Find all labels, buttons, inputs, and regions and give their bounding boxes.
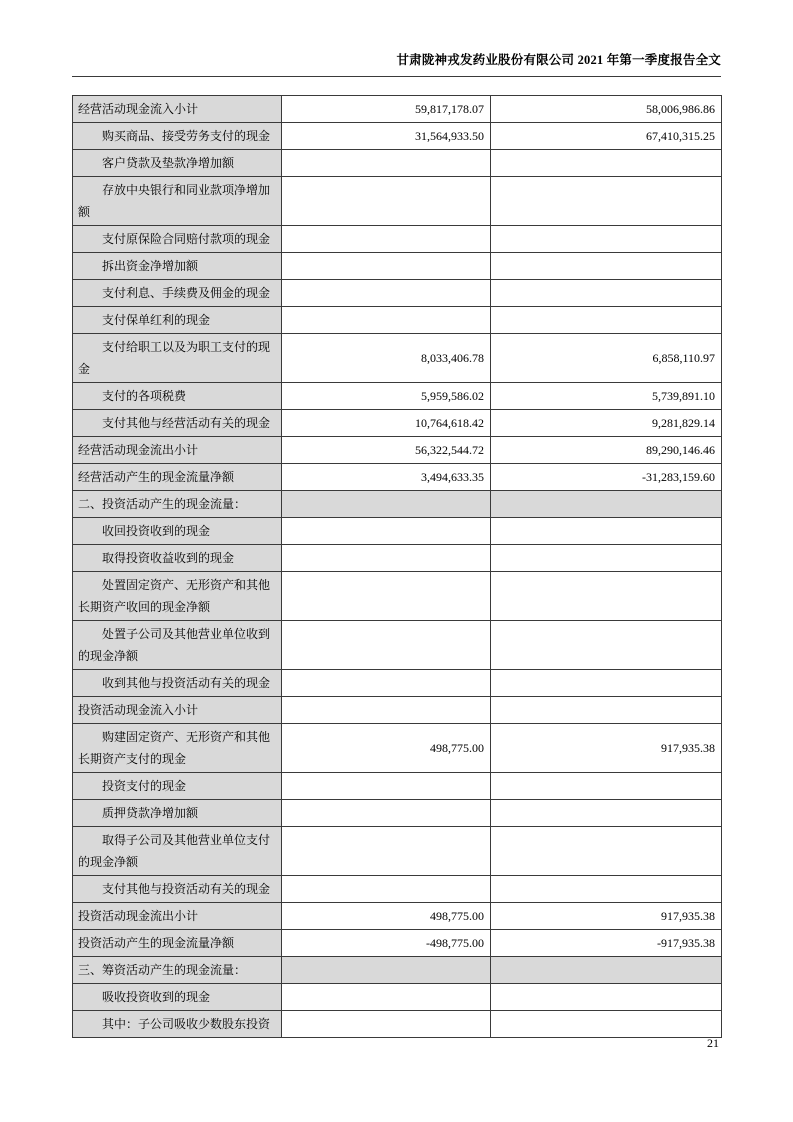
row-amount-2 [491, 572, 722, 621]
row-amount-2 [491, 177, 722, 226]
row-label: 经营活动产生的现金流量净额 [73, 464, 282, 491]
row-label: 质押贷款净增加额 [73, 800, 282, 827]
row-amount-1 [282, 984, 491, 1011]
table-row [73, 1011, 722, 1038]
row-amount-2: -31,283,159.60 [491, 464, 722, 491]
row-amount-1 [282, 773, 491, 800]
row-amount-1: 56,322,544.72 [282, 437, 491, 464]
row-amount-1: 59,817,178.07 [282, 96, 491, 123]
table-row [73, 307, 722, 334]
row-amount-2 [491, 876, 722, 903]
table-row [73, 572, 722, 621]
row-amount-2 [491, 697, 722, 724]
row-amount-1: 31,564,933.50 [282, 123, 491, 150]
row-amount-1 [282, 876, 491, 903]
row-amount-2 [491, 800, 722, 827]
section-header-row [73, 957, 722, 984]
row-amount-2: 917,935.38 [491, 903, 722, 930]
row-amount-2 [491, 984, 722, 1011]
row-amount-1: 498,775.00 [282, 724, 491, 773]
table-row [73, 984, 722, 1011]
row-amount-1: 8,033,406.78 [282, 334, 491, 383]
row-label: 吸收投资收到的现金 [73, 984, 282, 1011]
row-amount-1 [282, 150, 491, 177]
row-label: 收到其他与投资活动有关的现金 [73, 670, 282, 697]
row-label: 二、投资活动产生的现金流量： [73, 491, 282, 518]
row-label: 取得子公司及其他营业单位支付的现金净额 [73, 827, 282, 876]
row-amount-1 [282, 957, 491, 984]
table-row [73, 96, 722, 123]
row-amount-2 [491, 253, 722, 280]
row-amount-1 [282, 280, 491, 307]
row-amount-1 [282, 572, 491, 621]
row-label: 投资活动产生的现金流量净额 [73, 930, 282, 957]
table-row [73, 177, 722, 226]
row-label: 支付利息、手续费及佣金的现金 [73, 280, 282, 307]
table-row [73, 334, 722, 383]
row-amount-2 [491, 1011, 722, 1038]
row-label: 购建固定资产、无形资产和其他长期资产支付的现金 [73, 724, 282, 773]
row-amount-2: -917,935.38 [491, 930, 722, 957]
row-amount-2 [491, 226, 722, 253]
table-row [73, 545, 722, 572]
row-label: 支付原保险合同赔付款项的现金 [73, 226, 282, 253]
table-row [73, 800, 722, 827]
table-row [73, 226, 722, 253]
page-header [72, 50, 721, 77]
table-row [73, 253, 722, 280]
row-amount-2 [491, 545, 722, 572]
row-label: 支付给职工以及为职工支付的现金 [73, 334, 282, 383]
row-label: 客户贷款及垫款净增加额 [73, 150, 282, 177]
table-row [73, 903, 722, 930]
row-amount-2 [491, 307, 722, 334]
table-row [73, 383, 722, 410]
row-label: 三、筹资活动产生的现金流量： [73, 957, 282, 984]
table-row [73, 773, 722, 800]
row-label: 处置子公司及其他营业单位收到的现金净额 [73, 621, 282, 670]
row-amount-1 [282, 1011, 491, 1038]
row-label: 支付其他与投资活动有关的现金 [73, 876, 282, 903]
table-row [73, 150, 722, 177]
row-amount-1: 5,959,586.02 [282, 383, 491, 410]
table-row [73, 827, 722, 876]
row-amount-1 [282, 518, 491, 545]
row-amount-2 [491, 670, 722, 697]
row-amount-1: -498,775.00 [282, 930, 491, 957]
row-amount-1 [282, 800, 491, 827]
table-row [73, 464, 722, 491]
table-row [73, 123, 722, 150]
row-amount-1: 10,764,618.42 [282, 410, 491, 437]
table-row [73, 724, 722, 773]
row-amount-1 [282, 177, 491, 226]
table-row [73, 621, 722, 670]
row-label: 其中：子公司吸收少数股东投资 [73, 1011, 282, 1038]
row-label: 经营活动现金流入小计 [73, 96, 282, 123]
row-label: 支付保单红利的现金 [73, 307, 282, 334]
row-label: 支付的各项税费 [73, 383, 282, 410]
table-row [73, 280, 722, 307]
row-amount-2 [491, 150, 722, 177]
row-label: 投资支付的现金 [73, 773, 282, 800]
row-amount-2 [491, 827, 722, 876]
cash-flow-table [72, 95, 722, 1038]
row-amount-1 [282, 697, 491, 724]
row-label: 购买商品、接受劳务支付的现金 [73, 123, 282, 150]
row-label: 收回投资收到的现金 [73, 518, 282, 545]
row-amount-2 [491, 280, 722, 307]
row-amount-2: 67,410,315.25 [491, 123, 722, 150]
table-row [73, 697, 722, 724]
row-amount-2 [491, 491, 722, 518]
row-label: 投资活动现金流入小计 [73, 697, 282, 724]
row-amount-1 [282, 226, 491, 253]
row-amount-1: 498,775.00 [282, 903, 491, 930]
row-amount-2: 5,739,891.10 [491, 383, 722, 410]
row-amount-2: 917,935.38 [491, 724, 722, 773]
row-label: 拆出资金净增加额 [73, 253, 282, 280]
table-row [73, 437, 722, 464]
row-amount-1 [282, 827, 491, 876]
row-amount-2 [491, 957, 722, 984]
table-row [73, 410, 722, 437]
table-row [73, 518, 722, 545]
row-amount-2 [491, 621, 722, 670]
table-row [73, 930, 722, 957]
cash-flow-table-body [73, 96, 722, 1038]
row-amount-1: 3,494,633.35 [282, 464, 491, 491]
page-number: 21 [707, 1036, 719, 1050]
row-label: 处置固定资产、无形资产和其他长期资产收回的现金净额 [73, 572, 282, 621]
row-amount-1 [282, 621, 491, 670]
row-label: 存放中央银行和同业款项净增加额 [73, 177, 282, 226]
row-amount-2: 6,858,110.97 [491, 334, 722, 383]
row-amount-1 [282, 545, 491, 572]
row-amount-1 [282, 253, 491, 280]
row-amount-2 [491, 518, 722, 545]
row-amount-1 [282, 670, 491, 697]
table-row [73, 876, 722, 903]
row-label: 投资活动现金流出小计 [73, 903, 282, 930]
row-label: 支付其他与经营活动有关的现金 [73, 410, 282, 437]
row-amount-1 [282, 491, 491, 518]
table-row [73, 670, 722, 697]
row-amount-1 [282, 307, 491, 334]
report-title: 甘肃陇神戎发药业股份有限公司 2021 年第一季度报告全文 [396, 53, 721, 67]
row-amount-2: 9,281,829.14 [491, 410, 722, 437]
row-amount-2: 58,006,986.86 [491, 96, 722, 123]
row-amount-2 [491, 773, 722, 800]
row-label: 取得投资收益收到的现金 [73, 545, 282, 572]
row-amount-2: 89,290,146.46 [491, 437, 722, 464]
row-label: 经营活动现金流出小计 [73, 437, 282, 464]
section-header-row [73, 491, 722, 518]
